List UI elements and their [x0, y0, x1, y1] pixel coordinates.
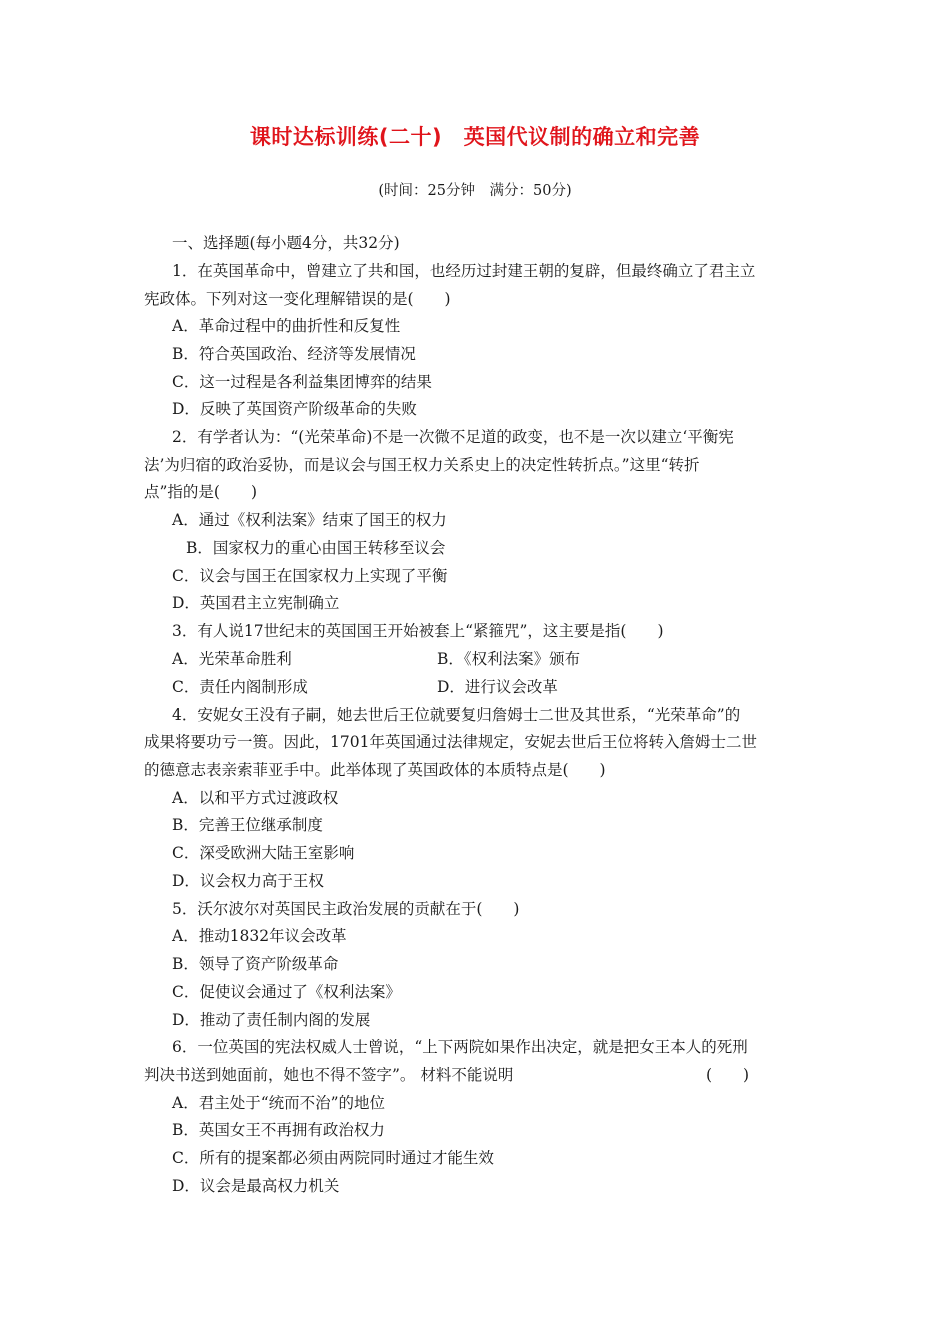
q2-option-a: A．通过《权利法案》结束了国王的权力 — [172, 511, 447, 529]
q3-option-d: D．进行议会改革 — [437, 678, 558, 696]
q2-stem-line2: 法’为归宿的政治妥协，而是议会与国王权力关系史上的决定性转折点。”这里“转折 — [144, 456, 700, 474]
q6-stem-line2: 判决书送到她面前，她也不得不签字”。 材料不能说明 — [144, 1066, 514, 1084]
q3-stem-line1: 3．有人说17世纪末的英国国王开始被套上“紧箍咒”，这主要是指( ) — [172, 622, 664, 640]
q4-stem-line2: 成果将要功亏一篑。因此，1701年英国通过法律规定，安妮去世后王位将转入詹姆士二世 — [144, 733, 757, 751]
q4-option-a: A．以和平方式过渡政权 — [172, 789, 339, 807]
q3-option-c: C．责任内阁制形成 — [172, 678, 308, 696]
q6-option-d: D．议会是最高权力机关 — [172, 1177, 340, 1195]
q3-option-a: A．光荣革命胜利 — [172, 650, 292, 668]
q6-option-a: A．君主处于“统而不治”的地位 — [172, 1094, 386, 1112]
q4-stem-line3: 的德意志表亲索菲亚手中。此举体现了英国政体的本质特点是( ) — [144, 761, 606, 779]
q4-option-b: B．完善王位继承制度 — [172, 816, 323, 834]
q1-option-d: D．反映了英国资产阶级革命的失败 — [172, 400, 417, 418]
q5-stem-line1: 5．沃尔波尔对英国民主政治发展的贡献在于( ) — [172, 900, 520, 918]
q4-option-c: C．深受欧洲大陆王室影响 — [172, 844, 355, 862]
page-subtitle: (时间：25分钟 满分：50分) — [378, 183, 572, 199]
q2-option-b: B．国家权力的重心由国王转移至议会 — [186, 539, 446, 557]
page-title: 课时达标训练(二十) 英国代议制的确立和完善 — [249, 125, 701, 149]
q1-option-c: C．这一过程是各利益集团博弈的结果 — [172, 373, 432, 391]
q5-option-a: A．推动1832年议会改革 — [172, 927, 347, 945]
q2-option-c: C．议会与国王在国家权力上实现了平衡 — [172, 567, 448, 585]
q4-option-d: D．议会权力高于王权 — [172, 872, 324, 890]
q5-option-d: D．推动了责任制内阁的发展 — [172, 1011, 371, 1029]
q3-option-b: B．《权利法案》颁布 — [437, 650, 581, 668]
q4-stem-line1: 4．安妮女王没有子嗣，她去世后王位就要复归詹姆士二世及其世系，“光荣革命”的 — [172, 706, 741, 724]
q6-option-c: C．所有的提案都必须由两院同时通过才能生效 — [172, 1149, 494, 1167]
section-heading: 一、选择题(每小题4分，共32分) — [172, 234, 400, 252]
q1-stem-line1: 1．在英国革命中，曾建立了共和国，也经历过封建王朝的复辟，但最终确立了君主立 — [172, 262, 756, 280]
q5-option-b: B．领导了资产阶级革命 — [172, 955, 339, 973]
q6-option-b: B．英国女王不再拥有政治权力 — [172, 1121, 385, 1139]
q2-stem-line3: 点”指的是( ) — [144, 483, 258, 501]
q2-stem-line1: 2．有学者认为：“(光荣革命)不是一次微不足道的政变，也不是一次以建立‘平衡宪 — [172, 428, 734, 446]
q1-option-b: B．符合英国政治、经济等发展情况 — [172, 345, 416, 363]
q6-stem-line1: 6．一位英国的宪法权威人士曾说，“上下两院如果作出决定，就是把女王本人的死刑 — [172, 1038, 748, 1056]
q2-option-d: D．英国君主立宪制确立 — [172, 594, 340, 612]
q1-option-a: A．革命过程中的曲折性和反复性 — [172, 317, 401, 335]
q6-answer-paren: ( ) — [706, 1066, 750, 1084]
q1-stem-line2: 宪政体。下列对这一变化理解错误的是( ) — [144, 290, 451, 308]
q5-option-c: C．促使议会通过了《权利法案》 — [172, 983, 401, 1001]
